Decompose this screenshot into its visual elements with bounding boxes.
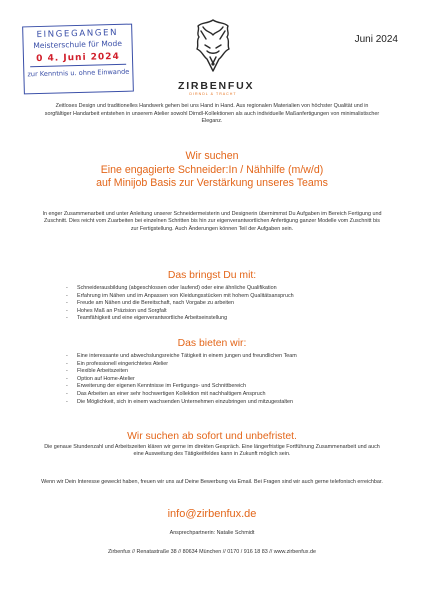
list-item: - Das Arbeiten an einer sehr hochwertigen Kollektion mit nachhaltigem Anspruch	[66, 391, 384, 399]
logo-tagline: DIRNDL & TRACHT	[189, 92, 237, 96]
logo-wordmark: ZIRBENFUX	[178, 80, 255, 92]
zirbenfux-fox-logo-icon	[190, 17, 236, 79]
stamp-divider	[30, 64, 126, 68]
company-intro: Zeitloses Design und traditionelles Handwerk gehen bei uns Hand in Hand. Aus regionalen Materialien von höchster Qualität und in sorgfältiger Handarbeit entstehen in unserem Atelier sowohl Dirndl-Kollektionen als auch individuelle Maßanfertigungen von minimalistischer Eleganz.	[44, 103, 380, 125]
list-item: - Die Möglichkeit, sich in einem wachsenden Unternehmen einzubringen und mitzugestalten	[66, 399, 384, 407]
contact-person: Ansprechpartnerin: Natalie Schmidt	[169, 530, 255, 536]
stamp-note: zur Kenntnis u. ohne Einwande	[27, 67, 130, 79]
offers-title: Das bieten wir:	[177, 338, 247, 349]
stamp-date: 0 4. Juni 2024	[36, 51, 120, 65]
start-title: Wir suchen ab sofort und unbefristet.	[127, 431, 297, 442]
job-description: In enger Zusammenarbeit und unter Anleitung unserer Schneidermeisterin und Designerin übernimmst Du Aufgaben im Bereich Fertigung und Zuschnitt. Dies reicht vom Zuarbeiten bei einzelnen Schritten bis hin zur eigenverantwortlichen Anfertigung ganzer Modelle vom Zuschnitt bis zur Fertigstellung. Auch Änderungen können Teil der Aufgaben sein.	[42, 211, 382, 232]
list-item: - Flexible Arbeitszeiten	[66, 368, 384, 376]
requirements-title: Das bringst Du mit:	[167, 270, 257, 281]
list-item: - Erweiterung der eigenen Kenntnisse im Fertigungs- und Schnittbereich	[66, 383, 384, 391]
headline-line-1: Wir suchen	[185, 150, 239, 162]
company-footer: Zirbenfux // Renatastraße 38 // 80634 München // 0170 / 916 18 83 // www.zirbenfux.de	[108, 549, 316, 555]
start-text: Die genaue Stundenzahl und Arbeitszeiten klären wir gerne im direkten Gespräch. Eine längerfristige Fortführung Zusammenarbeit und auch eine Ausweitung des Tätigkeitfeldes kann in Zukunft möglich sein.	[44, 444, 380, 458]
list-item: - Eine interessante und abwechslungsreiche Tätigkeit in einem jungen und freundlichen Team	[66, 353, 384, 361]
list-item: - Teamfähigkeit und eine eigenverantwortliche Arbeitseinstellung	[66, 315, 384, 323]
headline-line-3: auf Minijob Basis zur Verstärkung unseres Teams	[96, 177, 328, 190]
stamp-school: Meisterschule für Mode	[33, 38, 123, 51]
requirements-list	[66, 285, 384, 323]
document-date: Juni 2024	[354, 34, 398, 45]
apply-text: Wenn wir Dein Interesse geweckt haben, freuen wir uns auf Deine Bewerbung via Email. Bei Fragen sind wir auch gerne telefonisch erreichbar.	[41, 479, 383, 485]
company-logo	[178, 17, 255, 107]
list-item: - Hohes Maß an Präzision und Sorgfalt	[66, 308, 384, 316]
contact-email-link[interactable]: info@zirbenfux.de	[167, 508, 257, 520]
job-headline	[40, 150, 384, 191]
list-item: - Freude am Nähen und die Bereitschaft, nach Vorgabe zu arbeiten	[66, 300, 384, 308]
stamp-title: EINGEGANGEN	[36, 27, 119, 41]
list-item: - Schneiderausbildung (abgeschlossen oder laufend) oder eine ähnliche Qualifikation	[66, 285, 384, 293]
list-item: - Option auf Home-Atelier	[66, 376, 384, 384]
list-item: - Erfahrung im Nähen und im Anpassen von Kleidungsstücken mit hohem Qualitätsanspruch	[66, 293, 384, 301]
offers-list	[66, 353, 384, 406]
list-item: - Ein professionell eingerichtetes Atelier	[66, 361, 384, 369]
received-stamp	[22, 24, 134, 95]
headline-line-2: Eine engagierte Schneider:In / Nähhilfe (m/w/d)	[100, 163, 324, 176]
